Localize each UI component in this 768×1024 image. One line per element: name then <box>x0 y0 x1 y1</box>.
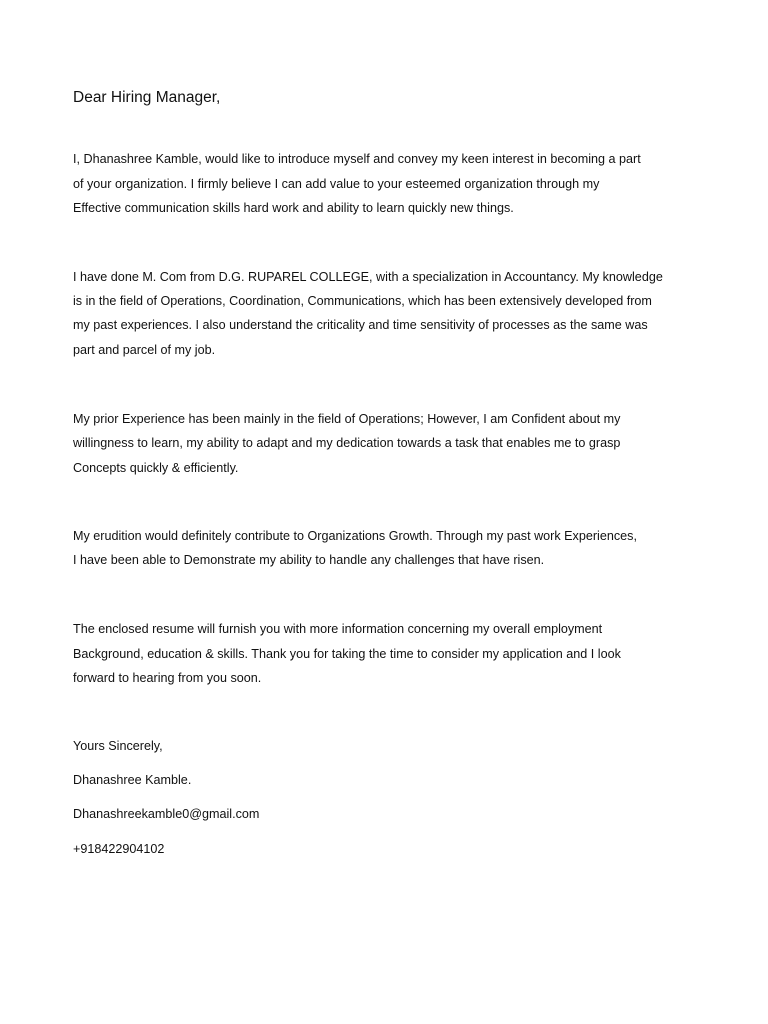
paragraph-line: Effective communication skills hard work and ability to learn quickly new things. <box>73 201 514 215</box>
paragraph-line: The enclosed resume will furnish you with more information concerning my overall employment <box>73 622 603 636</box>
paragraph-line: My erudition would definitely contribute to Organizations Growth. Through my past work Experiences, <box>73 529 637 543</box>
paragraph-line: Background, education & skills. Thank you for taking the time to consider my application and I look <box>73 647 621 661</box>
paragraph-line: Concepts quickly & efficiently. <box>73 461 239 475</box>
paragraph-line: forward to hearing from you soon. <box>73 671 262 685</box>
paragraph-line: My prior Experience has been mainly in the field of Operations; However, I am Confident about my <box>73 412 621 426</box>
email-address: Dhanashreekamble0@gmail.com <box>73 807 260 821</box>
paragraph-line: I have been able to Demonstrate my ability to handle any challenges that have risen. <box>73 553 545 567</box>
paragraph-line: I have done M. Com from D.G. RUPAREL COLLEGE, with a specialization in Accountancy. My knowledge <box>73 270 663 284</box>
closing: Yours Sincerely, <box>73 739 163 753</box>
paragraph-line: my past experiences. I also understand the criticality and time sensitivity of processes as the same was <box>73 318 648 332</box>
paragraph-line: part and parcel of my job. <box>73 343 216 357</box>
paragraph-line: is in the field of Operations, Coordination, Communications, which has been extensively developed from <box>73 294 652 308</box>
signature-name: Dhanashree Kamble. <box>73 773 192 787</box>
paragraph-line: of your organization. I firmly believe I can add value to your esteemed organization through my <box>73 177 600 191</box>
paragraph-line: willingness to learn, my ability to adapt and my dedication towards a task that enables me to grasp <box>73 436 621 450</box>
paragraph-line: I, Dhanashree Kamble, would like to introduce myself and convey my keen interest in becoming a part <box>73 152 641 166</box>
phone-number: +918422904102 <box>73 842 165 856</box>
salutation: Dear Hiring Manager, <box>73 89 221 106</box>
